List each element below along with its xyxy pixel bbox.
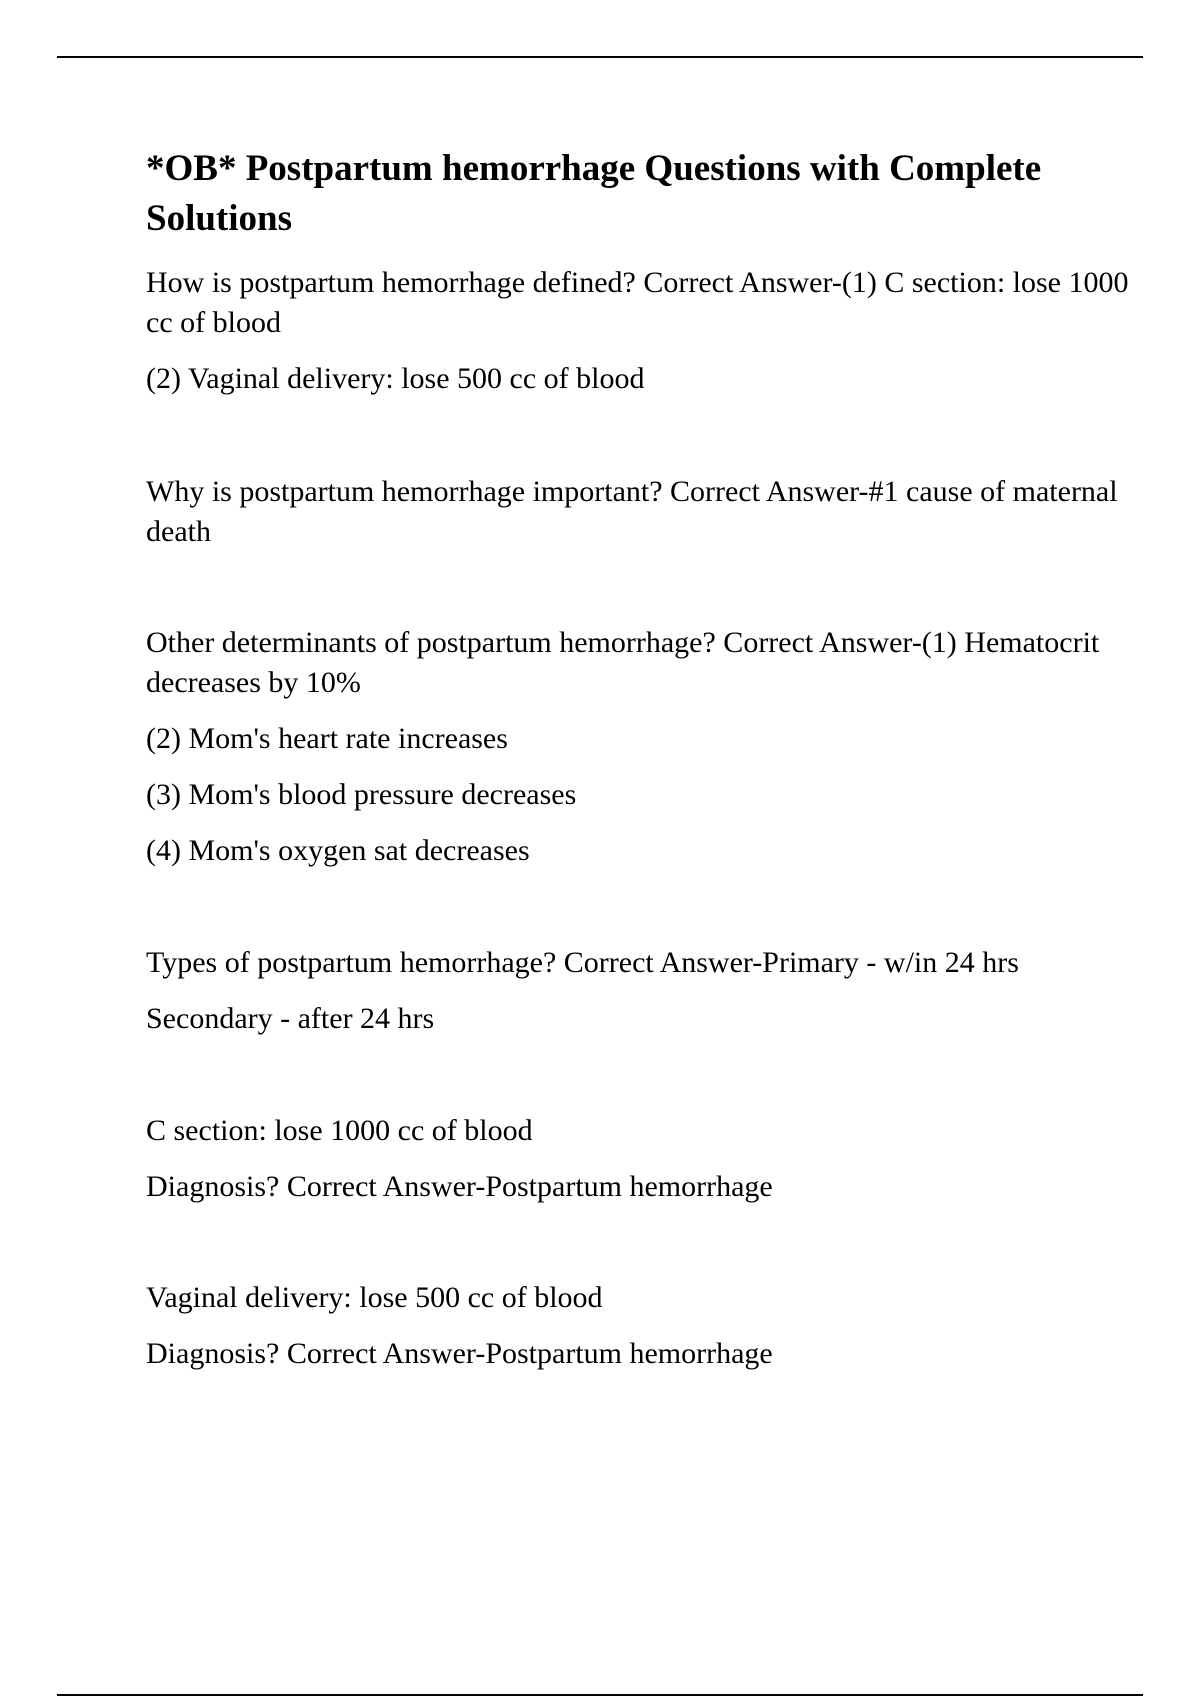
qa-answer-line: Diagnosis? Correct Answer-Postpartum hemorrhage: [146, 1170, 773, 1203]
qa-question-line: Other determinants of postpartum hemorrhage? Correct Answer-(1) Hematocrit decreases by 10%: [146, 626, 1100, 699]
qa-question-line: C section: lose 1000 cc of blood: [146, 1114, 533, 1147]
qa-item-determinants: [146, 623, 1146, 871]
qa-item-vaginal: [146, 1278, 1146, 1374]
qa-item-c-section: [146, 1111, 1146, 1207]
qa-item-definition: [146, 263, 1146, 399]
qa-answer-line: (3) Mom's blood pressure decreases: [146, 778, 577, 811]
qa-question-line: Types of postpartum hemorrhage? Correct Answer-Primary - w/in 24 hrs: [146, 946, 1019, 979]
qa-question-line: How is postpartum hemorrhage defined? Correct Answer-(1) C section: lose 1000 cc of blood: [146, 266, 1129, 339]
page-title: *OB* Postpartum hemorrhage Questions with Complete Solutions: [146, 148, 1042, 239]
qa-answer-line: (2) Vaginal delivery: lose 500 cc of blood: [146, 362, 645, 395]
qa-answer-line: (2) Mom's heart rate increases: [146, 722, 508, 755]
qa-answer-line: Diagnosis? Correct Answer-Postpartum hemorrhage: [146, 1337, 773, 1370]
qa-item-importance: [146, 472, 1146, 552]
qa-item-types: [146, 943, 1146, 1039]
qa-question-line: Vaginal delivery: lose 500 cc of blood: [146, 1281, 603, 1314]
qa-answer-line: Secondary - after 24 hrs: [146, 1002, 435, 1035]
header-rule: [57, 56, 1143, 58]
qa-question-line: Why is postpartum hemorrhage important? Correct Answer-#1 cause of maternal death: [146, 475, 1118, 548]
footer-rule: [57, 1694, 1143, 1696]
qa-answer-line: (4) Mom's oxygen sat decreases: [146, 834, 530, 867]
